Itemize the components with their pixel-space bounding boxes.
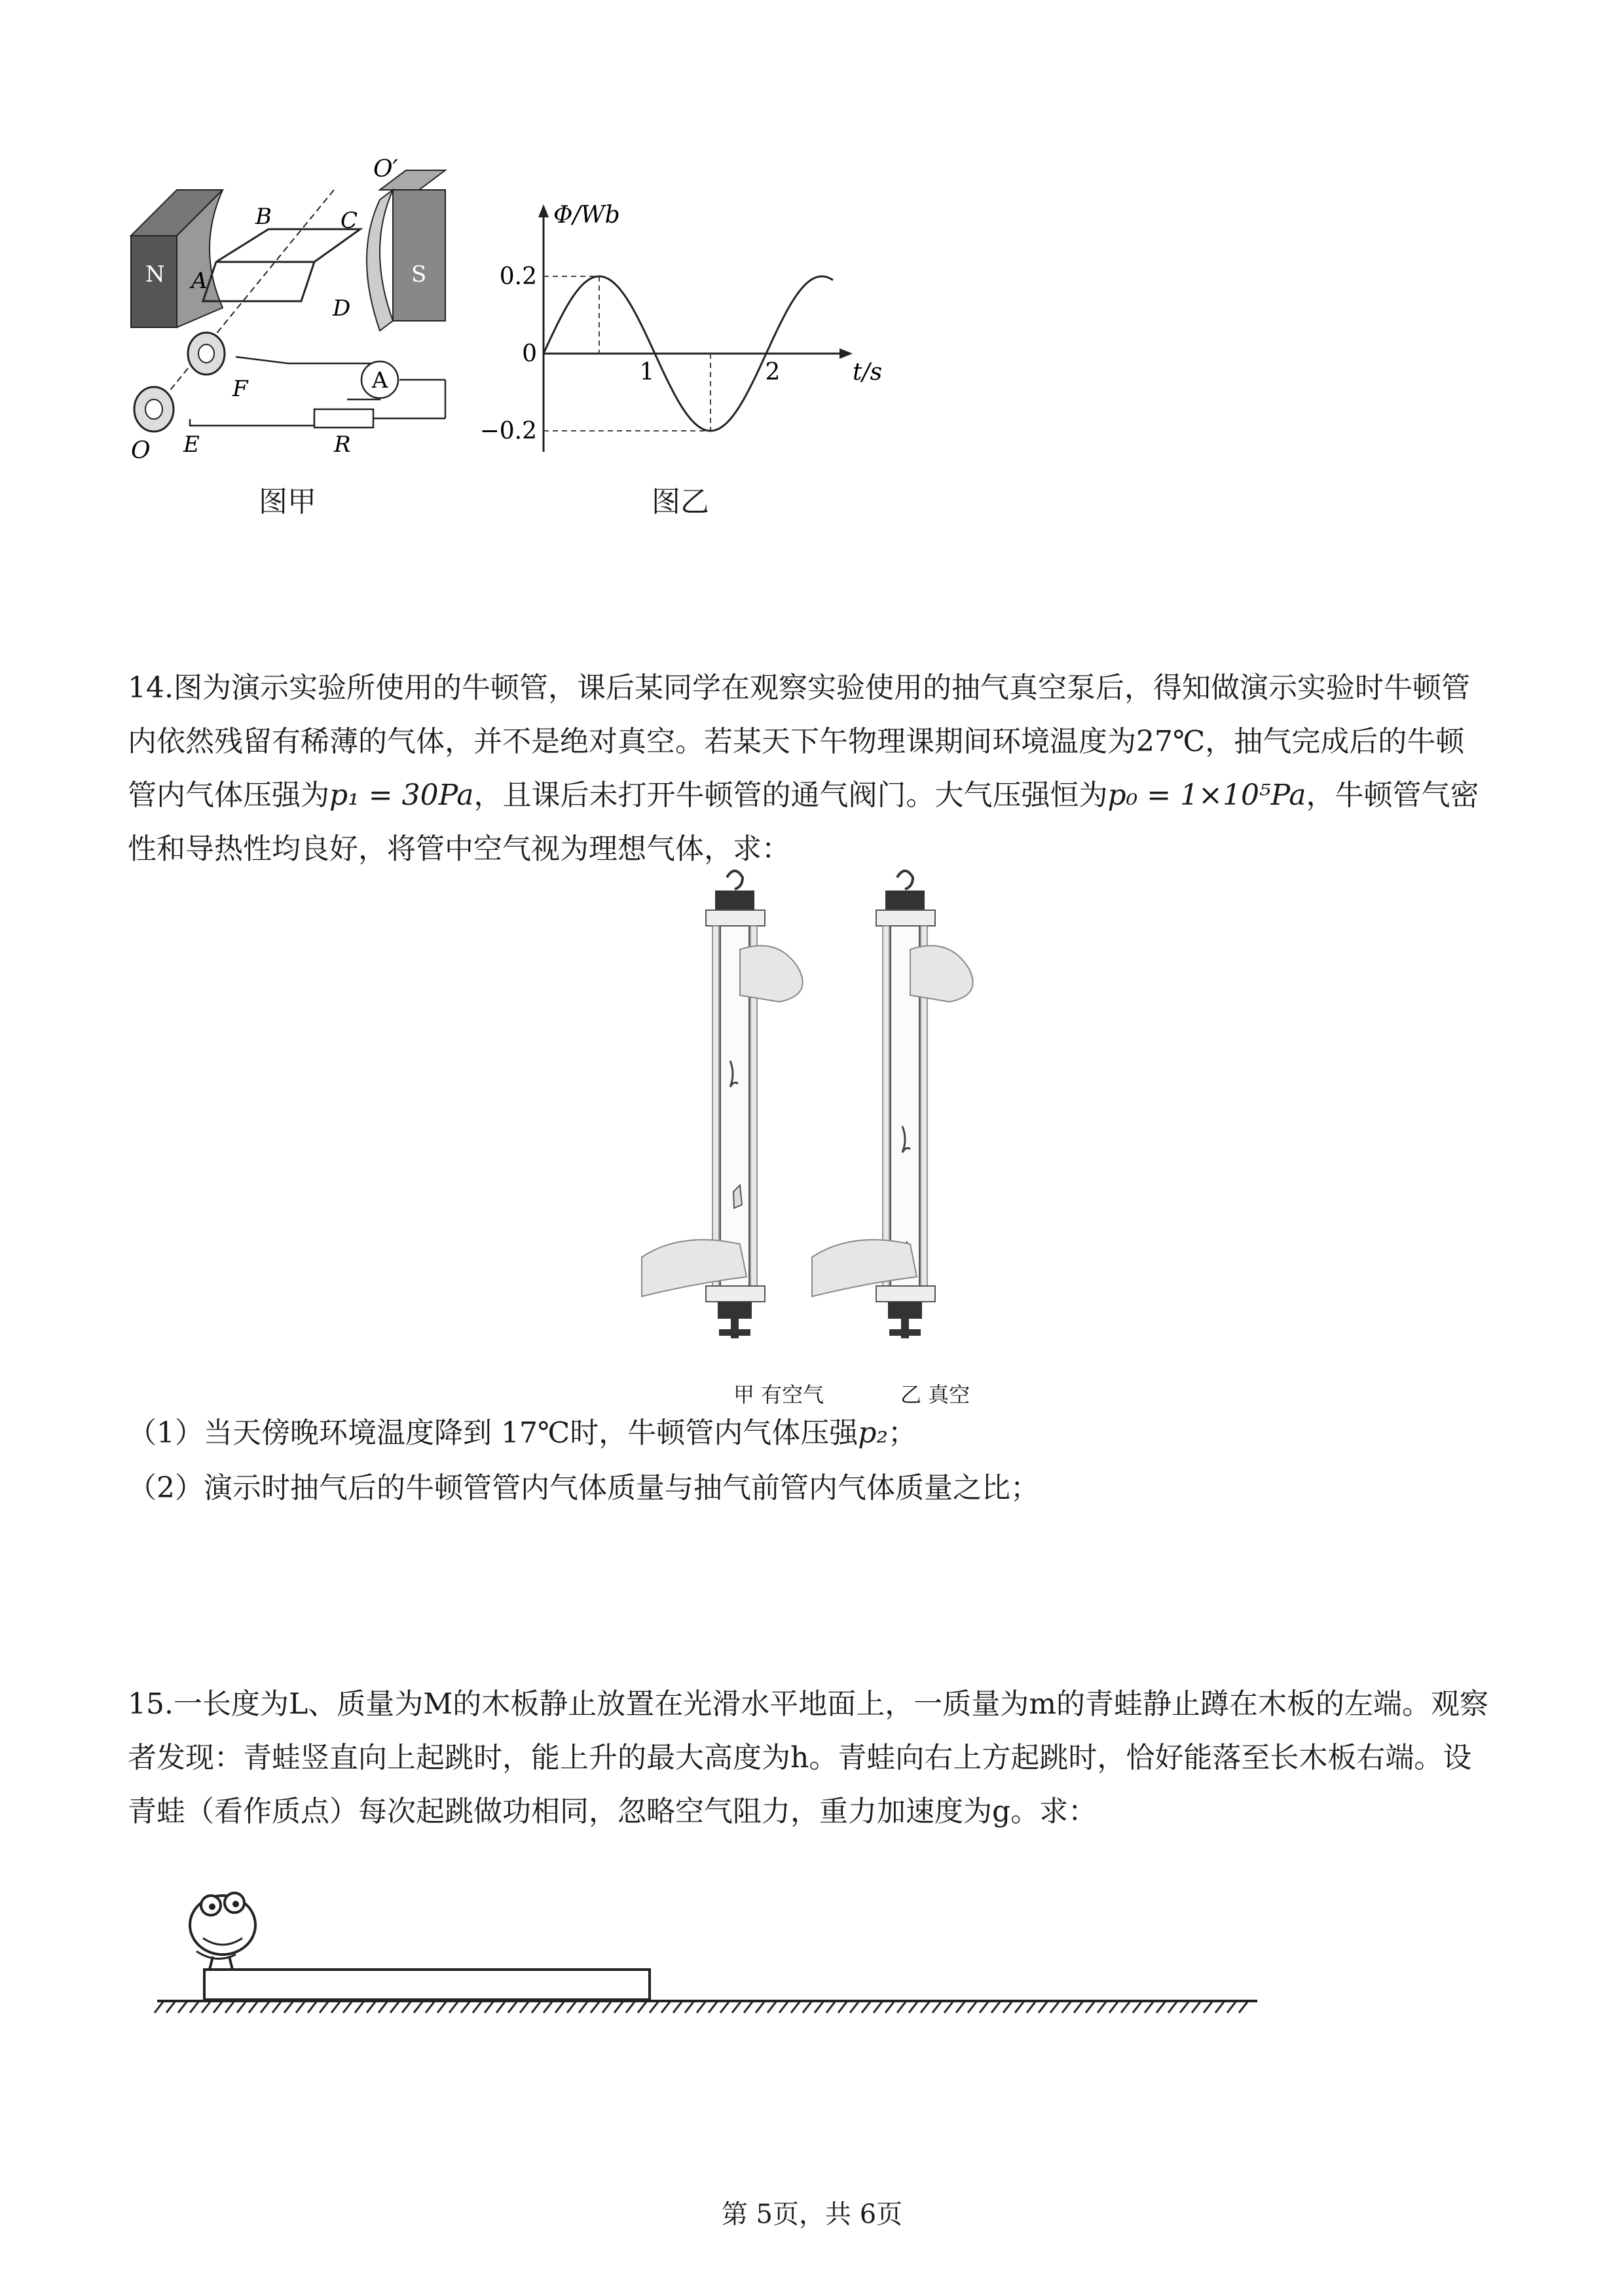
q14-sub-1b: ；: [888, 1416, 917, 1450]
magnet-n-label: N: [145, 261, 165, 287]
x-tick-2: 2: [765, 359, 781, 386]
y-tick-0.2: 0.2: [499, 263, 537, 290]
newton-tubes-figure: [642, 864, 995, 1375]
magnet-s-label: S: [411, 261, 427, 287]
q14-sub-1: [128, 1406, 1516, 1460]
y-axis-label: Φ/Wb: [553, 202, 620, 229]
q14-p0: p₀ = 1×10⁵Pa: [1107, 779, 1306, 812]
generator-figure: [118, 151, 471, 491]
label-o-prime: O′: [373, 156, 398, 183]
q14-line-2: 内依然残留有稀薄的气体，并不是绝对真空。若某天下午物理课期间环境温度为27℃，抽气完成后的牛顿: [128, 725, 1465, 758]
q14-line-1: 14.图为演示实验所使用的牛顿管，课后某同学在观察实验使用的抽气真空泵后，得知做演示实验时牛顿管: [128, 671, 1470, 705]
page-number: 第 5页，共 6页: [721, 2199, 903, 2230]
tube-left-caption: 甲 有空气: [733, 1382, 824, 1407]
label-d: D: [333, 295, 351, 321]
label-f: F: [232, 376, 248, 402]
label-a: A: [191, 268, 208, 294]
q14-sub-2: （2）演示时抽气后的牛顿管管内气体质量与抽气前管内气体质量之比；: [128, 1471, 1039, 1505]
q15-line-2: 者发现：青蛙竖直向上起跳时，能上升的最大高度为h。青蛙向右上方起跳时，恰好能落至长木板右端。设: [128, 1741, 1472, 1774]
label-c: C: [341, 208, 358, 234]
q14-line-3b: ，且课后未打开牛顿管的通气阀门。大气压强恒为: [473, 779, 1108, 812]
tube-right-caption: 乙 真空: [900, 1382, 970, 1407]
q14-line-3c: ，牛顿管气密: [1306, 779, 1479, 812]
q14-sub-1a: （1）当天傍晚环境温度降到 17℃时，牛顿管内气体压强: [128, 1416, 858, 1450]
frog-board-figure: [157, 1879, 1270, 2017]
x-axis-label: t/s: [853, 359, 883, 386]
q14-line-3a: 管内气体压强为: [128, 779, 329, 812]
tube-right: [812, 871, 973, 1338]
tube-left: [642, 871, 803, 1338]
caption-fig-jia: 图甲: [259, 485, 316, 519]
q14-line-3: [128, 769, 1516, 822]
x-axis-arrow: [840, 348, 853, 359]
q14-line-4: 性和导热性均良好，将管中空气视为理想气体，求：: [128, 832, 790, 866]
y-axis-arrow: [538, 204, 549, 217]
y-tick-0: 0: [522, 340, 537, 367]
caption-fig-yi: 图乙: [652, 485, 709, 519]
y-tick-neg-0.2: −0.2: [479, 418, 537, 445]
q15-line-3: 青蛙（看作质点）每次起跳做功相同，忽略空气阻力，重力加速度为g。求：: [128, 1795, 1098, 1828]
ammeter-label: A: [371, 367, 388, 394]
label-b: B: [255, 204, 272, 230]
flux-chart: [479, 196, 883, 471]
x-tick-1: 1: [639, 359, 655, 386]
label-r: R: [334, 431, 351, 458]
q15-line-1: 15.一长度为L、质量为M的木板静止放置在光滑水平地面上，一质量为m的青蛙静止蹲在木板的左端。观察: [128, 1687, 1488, 1721]
frog-icon: [190, 1893, 255, 1970]
label-e: E: [183, 431, 200, 458]
q14-p1: p₁ = 30Pa: [329, 779, 474, 812]
label-o: O: [131, 437, 151, 464]
q14-p2: p₂: [858, 1416, 888, 1450]
